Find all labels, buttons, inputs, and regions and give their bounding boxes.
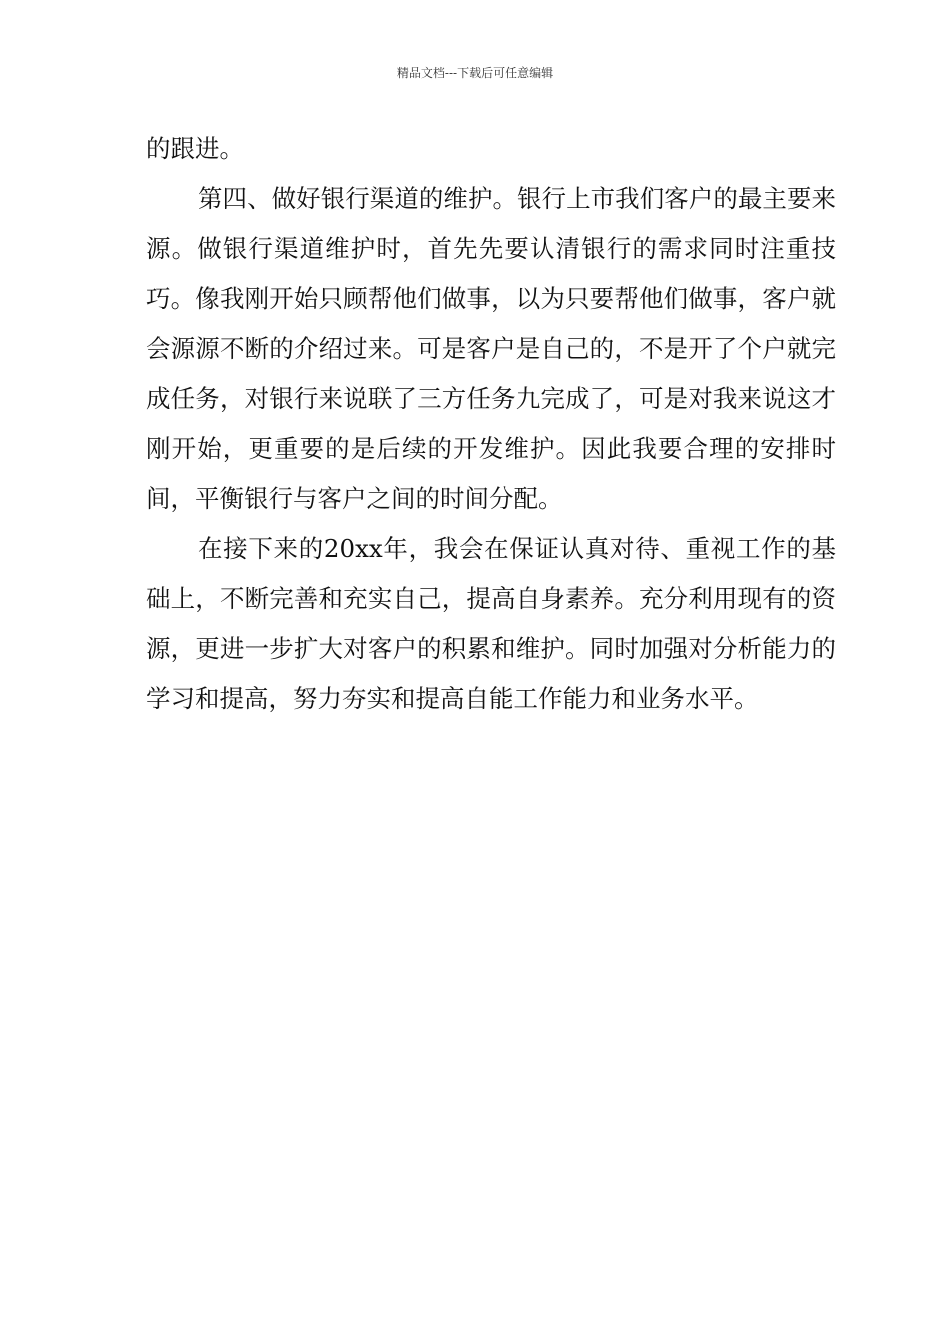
paragraph-continuation: 的跟进。 [146,134,244,163]
document-body [146,124,836,724]
paragraph-next-year-plan: 在接下来的20xx年，我会在保证认真对待、重视工作的基础上，不断完善和充实自己，提高自身素养。充分利用现有的资源，更进一步扩大对客户的积累和维护。同时加强对分析能力的学习和提高，努力夯实和提高自能工作能力和业务水平。 [146,534,836,713]
page-header: 精品文档---下载后可任意编辑 [396,66,554,80]
paragraph-bank-channel: 第四、做好银行渠道的维护。银行上市我们客户的最主要来源。做银行渠道维护时，首先先要认清银行的需求同时注重技巧。像我刚开始只顾帮他们做事，以为只要帮他们做事，客户就会源源不断的介绍过来。可是客户是自己的，不是开了个户就完成任务，对银行来说联了三方任务九完成了，可是对我来说这才刚开始，更重要的是后续的开发维护。因此我要合理的安排时间，平衡银行与客户之间的时间分配。 [146,184,836,513]
